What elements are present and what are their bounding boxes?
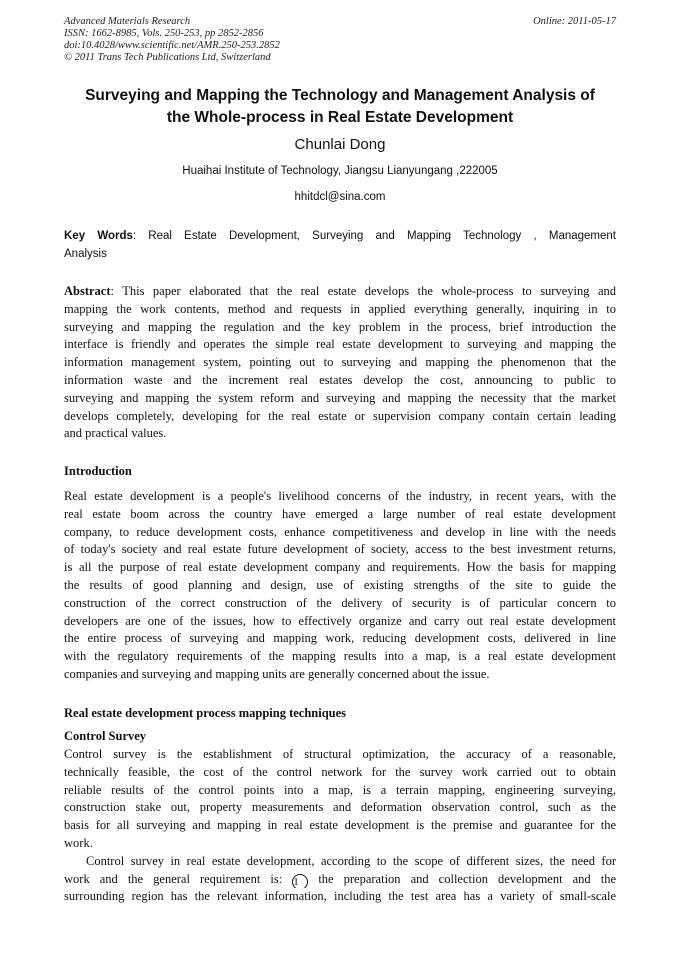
body-line: of today's society and real estate future development of society, access to the best investment returns,: [64, 542, 616, 557]
author-name: Chunlai Dong: [294, 136, 386, 153]
body-line: construction of the correct construction of the delivery of security is of particular concern to: [64, 595, 616, 610]
body-line: companies and surveying and mapping units are generally concerned about the issue.: [64, 666, 490, 681]
body-line: work.: [64, 835, 93, 850]
body-text: the preparation and collection development and the: [318, 871, 616, 886]
abstract-line: surveying and mapping the system reform and surveying and mapping the necessity that the market: [64, 390, 616, 405]
keywords-text: : Real Estate Development, Surveying and Mapping Technology , Management: [132, 230, 617, 242]
body-line: Control survey is the establishment of structural optimization, the accuracy of a reasonable,: [64, 747, 616, 761]
body-line: construction stake out, property measurements and deformation observation control, such as the: [64, 800, 616, 815]
subsection-heading: Control Survey: [64, 729, 147, 743]
body-line: Real estate development is a people's livelihood concerns of the industry, in recent years, with the: [64, 489, 616, 503]
journal-name: Advanced Materials Research: [64, 16, 191, 27]
doi-line: doi:10.4028/www.scientific.net/AMR.250-253.2852: [64, 40, 280, 51]
body-line: is all the purpose of real estate development company and requirements. How the basis for mapping: [64, 560, 616, 575]
body-line: [64, 871, 616, 889]
keywords-label: Key Words: [64, 230, 133, 242]
author-affiliation: Huaihai Institute of Technology, Jiangsu Lianyungang ,222005: [182, 165, 498, 177]
title-line: Surveying and Mapping the Technology and Management Analysis of: [85, 87, 595, 104]
section-heading: Real estate development process mapping techniques: [64, 706, 347, 720]
body-line: developers are one of the issues, how to effectively organize and carry out real estate development: [64, 613, 616, 628]
body-line: reliable results of the control points into a map, is a terrain mapping, engineering surveying,: [64, 782, 616, 797]
body-line: the entire process of surveying and mapping work, reducing development costs, delivered in line: [64, 631, 616, 646]
circled-number: 1: [292, 874, 308, 889]
body-line: basis for all surveying and mapping in real estate development is the premise and guarantee for the: [64, 818, 616, 833]
abstract-line: information management system, pointing out to surveying and mapping the phenomenon that the: [64, 355, 616, 370]
abstract-text: : This paper elaborated that the real estate develops the whole-process to surveying and: [110, 284, 616, 298]
abstract-line: interface is friendly and operates the simple real estate development to surveying and mapping the: [64, 337, 616, 352]
introduction-heading: Introduction: [64, 464, 132, 478]
author-email: hhitdcl@sina.com: [294, 191, 386, 203]
paper-title: [64, 85, 616, 129]
journal-header: [64, 16, 616, 64]
abstract-line: mapping the work contents, method and requests in applied everything generally, inquiring in to: [64, 301, 616, 316]
copyright-line: © 2011 Trans Tech Publications Ltd, Switzerland: [64, 52, 271, 63]
online-date: Online: 2011-05-17: [533, 16, 616, 27]
body-line: real estate boom across the country have emerged a large number of real estate development: [64, 506, 616, 521]
abstract-line: information waste and the increment real estates develop the cost, announcing to public to: [64, 372, 616, 387]
introduction-body: [64, 488, 616, 684]
issn-line: ISSN: 1662-8985, Vols. 250-253, pp 2852-2856: [64, 28, 264, 39]
abstract-line: surveying and mapping the regulation and the key problem in the process, brief introduction the: [64, 319, 616, 334]
title-line: the Whole-process in Real Estate Development: [166, 109, 514, 126]
body-line: with the regulatory requirements of the mapping results into a map, is a real estate development: [64, 649, 616, 664]
body-line: company, to reduce development costs, enhance competitiveness and develop in line with the needs: [64, 524, 616, 539]
control-survey-body: [64, 746, 616, 906]
body-text: work and the general requirement is:: [64, 871, 283, 886]
body-line: technically feasible, the cost of the control network for the survey work carried out to obtain: [64, 764, 616, 779]
abstract-label: Abstract: [64, 284, 111, 298]
body-line: the results of good planning and design, use of existing strengths of the site to guide the: [64, 577, 616, 592]
keywords-text: Analysis: [64, 248, 107, 260]
keywords: [64, 227, 616, 263]
abstract-line: and practical values.: [64, 426, 167, 441]
abstract-line: develops completely, developing for the real estate or supervision company contain certain leading: [64, 408, 616, 423]
abstract: [64, 283, 616, 443]
body-line: surrounding region has the relevant information, including the test area has a variety of small-scale: [64, 889, 616, 904]
body-line: Control survey in real estate development, according to the scope of different sizes, the need for: [86, 853, 616, 868]
